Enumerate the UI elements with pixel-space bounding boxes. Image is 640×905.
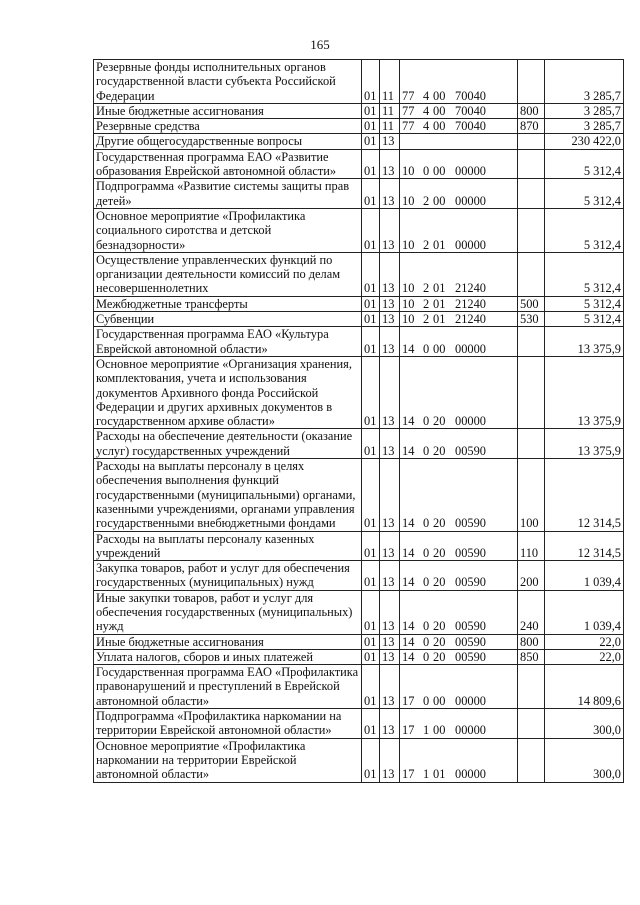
row-target-code xyxy=(400,60,518,104)
code-direction: 00590 xyxy=(455,634,486,649)
code-program: 14 xyxy=(402,545,415,560)
table-row xyxy=(94,738,624,782)
code-subprogram: 2 xyxy=(423,237,430,252)
table-row xyxy=(94,429,624,459)
row-name: Расходы на выплаты персоналу в целях обеспечения выполнения функций государственными (муниципальными) органами, казенными учреждениями, органами управления государственными внебюджетными фондами xyxy=(94,459,362,531)
row-name: Уплата налогов, сборов и иных платежей xyxy=(94,649,362,664)
row-amount: 13 375,9 xyxy=(545,356,624,428)
row-target-code xyxy=(400,634,518,649)
code-activity: 00 xyxy=(433,103,446,118)
code-direction: 00000 xyxy=(455,164,486,179)
table-row xyxy=(94,459,624,531)
code-program: 14 xyxy=(402,341,415,356)
row-expense-type: 240 xyxy=(518,590,545,634)
row-expense-type xyxy=(518,252,545,296)
row-section: 01 xyxy=(362,459,380,531)
row-subsection: 13 xyxy=(380,134,400,149)
code-direction: 00000 xyxy=(455,767,486,782)
row-subsection: 11 xyxy=(380,60,400,104)
row-subsection: 13 xyxy=(380,738,400,782)
code-activity: 20 xyxy=(433,575,446,590)
code-activity: 01 xyxy=(433,281,446,296)
code-program: 14 xyxy=(402,443,415,458)
row-name: Основное мероприятие «Организация хранения, комплектования, учета и использования документов Архивного фонда Российской Федерации и других архивных документов в государственном архиве области» xyxy=(94,356,362,428)
code-direction: 70040 xyxy=(455,119,486,134)
row-target-code xyxy=(400,665,518,709)
code-direction: 00590 xyxy=(455,575,486,590)
row-section: 01 xyxy=(362,252,380,296)
row-amount: 5 312,4 xyxy=(545,179,624,209)
code-subprogram: 2 xyxy=(423,312,430,327)
table-row xyxy=(94,296,624,311)
code-direction: 00590 xyxy=(455,443,486,458)
code-program: 77 xyxy=(402,103,415,118)
row-subsection: 13 xyxy=(380,252,400,296)
code-program: 17 xyxy=(402,723,415,738)
row-amount: 22,0 xyxy=(545,649,624,664)
row-subsection: 13 xyxy=(380,149,400,179)
code-program: 10 xyxy=(402,281,415,296)
row-target-code xyxy=(400,119,518,134)
code-direction: 00000 xyxy=(455,693,486,708)
row-name: Резервные фонды исполнительных органов государственной власти субъекта Российской Федерации xyxy=(94,60,362,104)
code-program: 10 xyxy=(402,312,415,327)
table-row xyxy=(94,208,624,252)
code-program: 14 xyxy=(402,575,415,590)
row-amount: 300,0 xyxy=(545,738,624,782)
code-subprogram: 1 xyxy=(423,767,430,782)
code-subprogram: 2 xyxy=(423,296,430,311)
table-row xyxy=(94,634,624,649)
code-activity: 20 xyxy=(433,443,446,458)
row-amount: 230 422,0 xyxy=(545,134,624,149)
row-amount: 3 285,7 xyxy=(545,60,624,104)
table-row xyxy=(94,312,624,327)
row-amount: 1 039,4 xyxy=(545,561,624,591)
row-expense-type: 500 xyxy=(518,296,545,311)
row-target-code xyxy=(400,179,518,209)
row-name: Государственная программа ЕАО «Культура Еврейской автономной области» xyxy=(94,327,362,357)
row-target-code xyxy=(400,356,518,428)
row-amount: 13 375,9 xyxy=(545,429,624,459)
code-subprogram: 0 xyxy=(423,619,430,634)
row-section: 01 xyxy=(362,134,380,149)
row-name: Основное мероприятие «Профилактика наркомании на территории Еврейской автономной области» xyxy=(94,738,362,782)
code-activity: 00 xyxy=(433,723,446,738)
row-subsection: 13 xyxy=(380,179,400,209)
row-target-code xyxy=(400,429,518,459)
row-section: 01 xyxy=(362,119,380,134)
row-section: 01 xyxy=(362,634,380,649)
row-amount: 5 312,4 xyxy=(545,149,624,179)
row-expense-type: 530 xyxy=(518,312,545,327)
row-subsection: 13 xyxy=(380,561,400,591)
row-name: Иные бюджетные ассигнования xyxy=(94,634,362,649)
code-program: 14 xyxy=(402,414,415,429)
row-section: 01 xyxy=(362,738,380,782)
row-section: 01 xyxy=(362,429,380,459)
row-expense-type xyxy=(518,356,545,428)
row-target-code xyxy=(400,312,518,327)
row-target-code xyxy=(400,738,518,782)
code-activity: 20 xyxy=(433,649,446,664)
row-subsection: 13 xyxy=(380,590,400,634)
row-target-code xyxy=(400,531,518,561)
row-expense-type xyxy=(518,149,545,179)
table-row xyxy=(94,149,624,179)
code-subprogram: 0 xyxy=(423,443,430,458)
code-direction: 70040 xyxy=(455,88,486,103)
row-name: Осуществление управленческих функций по организации деятельности комиссий по делам несовершеннолетних xyxy=(94,252,362,296)
code-activity: 00 xyxy=(433,341,446,356)
code-program: 77 xyxy=(402,119,415,134)
row-subsection: 13 xyxy=(380,327,400,357)
row-subsection: 13 xyxy=(380,429,400,459)
code-subprogram: 2 xyxy=(423,281,430,296)
row-subsection: 11 xyxy=(380,103,400,118)
code-subprogram: 0 xyxy=(423,693,430,708)
row-expense-type xyxy=(518,327,545,357)
row-subsection: 13 xyxy=(380,709,400,739)
row-subsection: 13 xyxy=(380,459,400,531)
row-expense-type xyxy=(518,738,545,782)
row-amount: 5 312,4 xyxy=(545,296,624,311)
row-amount: 22,0 xyxy=(545,634,624,649)
code-activity: 01 xyxy=(433,312,446,327)
code-direction: 00590 xyxy=(455,619,486,634)
code-program: 10 xyxy=(402,237,415,252)
row-amount: 5 312,4 xyxy=(545,252,624,296)
code-direction: 70040 xyxy=(455,103,486,118)
code-subprogram: 0 xyxy=(423,414,430,429)
code-subprogram: 0 xyxy=(423,516,430,531)
code-direction: 00000 xyxy=(455,237,486,252)
row-amount: 5 312,4 xyxy=(545,208,624,252)
table-row xyxy=(94,356,624,428)
row-amount: 12 314,5 xyxy=(545,459,624,531)
row-expense-type: 850 xyxy=(518,649,545,664)
row-amount: 12 314,5 xyxy=(545,531,624,561)
code-activity: 20 xyxy=(433,634,446,649)
row-name: Резервные средства xyxy=(94,119,362,134)
table-row xyxy=(94,134,624,149)
row-name: Закупка товаров, работ и услуг для обеспечения государственных (муниципальных) нужд xyxy=(94,561,362,591)
row-subsection: 13 xyxy=(380,312,400,327)
table-row xyxy=(94,531,624,561)
row-subsection: 13 xyxy=(380,649,400,664)
row-expense-type: 200 xyxy=(518,561,545,591)
code-subprogram: 0 xyxy=(423,545,430,560)
code-program: 14 xyxy=(402,516,415,531)
row-section: 01 xyxy=(362,103,380,118)
row-section: 01 xyxy=(362,709,380,739)
row-target-code xyxy=(400,149,518,179)
code-direction: 00000 xyxy=(455,414,486,429)
row-name: Субвенции xyxy=(94,312,362,327)
code-activity: 00 xyxy=(433,693,446,708)
code-program: 77 xyxy=(402,88,415,103)
row-expense-type xyxy=(518,134,545,149)
table-row xyxy=(94,665,624,709)
row-name: Расходы на обеспечение деятельности (оказание услуг) государственных учреждений xyxy=(94,429,362,459)
code-activity: 01 xyxy=(433,767,446,782)
row-target-code xyxy=(400,327,518,357)
row-target-code xyxy=(400,252,518,296)
code-program: 17 xyxy=(402,767,415,782)
code-program: 17 xyxy=(402,693,415,708)
table-row xyxy=(94,561,624,591)
code-subprogram: 0 xyxy=(423,164,430,179)
row-section: 01 xyxy=(362,179,380,209)
row-subsection: 13 xyxy=(380,531,400,561)
code-subprogram: 2 xyxy=(423,193,430,208)
row-subsection: 13 xyxy=(380,665,400,709)
table-row xyxy=(94,590,624,634)
code-subprogram: 4 xyxy=(423,119,430,134)
code-direction: 00000 xyxy=(455,723,486,738)
row-name: Подпрограмма «Развитие системы защиты прав детей» xyxy=(94,179,362,209)
code-subprogram: 0 xyxy=(423,575,430,590)
row-expense-type xyxy=(518,709,545,739)
table-row xyxy=(94,179,624,209)
code-subprogram: 0 xyxy=(423,649,430,664)
code-activity: 01 xyxy=(433,296,446,311)
code-subprogram: 4 xyxy=(423,103,430,118)
row-name: Иные бюджетные ассигнования xyxy=(94,103,362,118)
row-name: Расходы на выплаты персоналу казенных учреждений xyxy=(94,531,362,561)
row-target-code xyxy=(400,590,518,634)
row-amount: 5 312,4 xyxy=(545,312,624,327)
page-number: 165 xyxy=(310,37,330,52)
row-amount: 1 039,4 xyxy=(545,590,624,634)
row-target-code xyxy=(400,208,518,252)
row-target-code xyxy=(400,561,518,591)
code-subprogram: 0 xyxy=(423,634,430,649)
row-expense-type xyxy=(518,179,545,209)
code-activity: 20 xyxy=(433,545,446,560)
code-direction: 21240 xyxy=(455,281,486,296)
row-section: 01 xyxy=(362,327,380,357)
code-direction: 00590 xyxy=(455,516,486,531)
row-subsection: 13 xyxy=(380,356,400,428)
code-activity: 00 xyxy=(433,193,446,208)
row-expense-type xyxy=(518,208,545,252)
table-row xyxy=(94,103,624,118)
row-target-code xyxy=(400,709,518,739)
budget-table xyxy=(93,59,624,783)
row-section: 01 xyxy=(362,531,380,561)
row-subsection: 11 xyxy=(380,119,400,134)
row-expense-type: 100 xyxy=(518,459,545,531)
row-section: 01 xyxy=(362,649,380,664)
row-section: 01 xyxy=(362,590,380,634)
row-section: 01 xyxy=(362,561,380,591)
row-section: 01 xyxy=(362,312,380,327)
code-activity: 01 xyxy=(433,237,446,252)
row-section: 01 xyxy=(362,208,380,252)
row-target-code xyxy=(400,649,518,664)
code-direction: 00000 xyxy=(455,193,486,208)
code-direction: 00000 xyxy=(455,341,486,356)
code-program: 10 xyxy=(402,164,415,179)
row-section: 01 xyxy=(362,60,380,104)
row-subsection: 13 xyxy=(380,634,400,649)
row-expense-type: 110 xyxy=(518,531,545,561)
row-target-code xyxy=(400,296,518,311)
row-name: Государственная программа ЕАО «Профилактика правонарушений и преступлений в Еврейской автономной области» xyxy=(94,665,362,709)
code-program: 10 xyxy=(402,296,415,311)
row-name: Межбюджетные трансферты xyxy=(94,296,362,311)
code-direction: 21240 xyxy=(455,296,486,311)
row-name: Государственная программа ЕАО «Развитие образования Еврейской автономной области» xyxy=(94,149,362,179)
table-row xyxy=(94,252,624,296)
row-subsection: 13 xyxy=(380,208,400,252)
row-expense-type xyxy=(518,60,545,104)
table-row xyxy=(94,709,624,739)
row-subsection: 13 xyxy=(380,296,400,311)
row-expense-type: 870 xyxy=(518,119,545,134)
code-program: 14 xyxy=(402,619,415,634)
row-amount: 13 375,9 xyxy=(545,327,624,357)
row-amount: 3 285,7 xyxy=(545,119,624,134)
row-section: 01 xyxy=(362,356,380,428)
row-amount: 14 809,6 xyxy=(545,665,624,709)
table-row xyxy=(94,649,624,664)
code-subprogram: 0 xyxy=(423,341,430,356)
code-subprogram: 1 xyxy=(423,723,430,738)
row-name: Основное мероприятие «Профилактика социального сиротства и детской безнадзорности» xyxy=(94,208,362,252)
code-subprogram: 4 xyxy=(423,88,430,103)
code-activity: 20 xyxy=(433,516,446,531)
code-activity: 00 xyxy=(433,88,446,103)
row-expense-type: 800 xyxy=(518,634,545,649)
table-row xyxy=(94,60,624,104)
code-activity: 20 xyxy=(433,619,446,634)
code-direction: 00590 xyxy=(455,649,486,664)
table-row xyxy=(94,327,624,357)
row-amount: 3 285,7 xyxy=(545,103,624,118)
row-target-code xyxy=(400,134,518,149)
row-amount: 300,0 xyxy=(545,709,624,739)
row-expense-type: 800 xyxy=(518,103,545,118)
code-program: 10 xyxy=(402,193,415,208)
row-section: 01 xyxy=(362,149,380,179)
row-expense-type xyxy=(518,665,545,709)
code-program: 14 xyxy=(402,649,415,664)
row-target-code xyxy=(400,459,518,531)
code-program: 14 xyxy=(402,634,415,649)
row-section: 01 xyxy=(362,665,380,709)
code-activity: 00 xyxy=(433,119,446,134)
row-target-code xyxy=(400,103,518,118)
code-direction: 21240 xyxy=(455,312,486,327)
budget-table-body xyxy=(94,60,624,783)
row-expense-type xyxy=(518,429,545,459)
code-activity: 20 xyxy=(433,414,446,429)
row-name: Иные закупки товаров, работ и услуг для обеспечения государственных (муниципальных) нужд xyxy=(94,590,362,634)
row-section: 01 xyxy=(362,296,380,311)
code-activity: 00 xyxy=(433,164,446,179)
table-row xyxy=(94,119,624,134)
row-name: Подпрограмма «Профилактика наркомании на территории Еврейской автономной области» xyxy=(94,709,362,739)
code-direction: 00590 xyxy=(455,545,486,560)
row-name: Другие общегосударственные вопросы xyxy=(94,134,362,149)
